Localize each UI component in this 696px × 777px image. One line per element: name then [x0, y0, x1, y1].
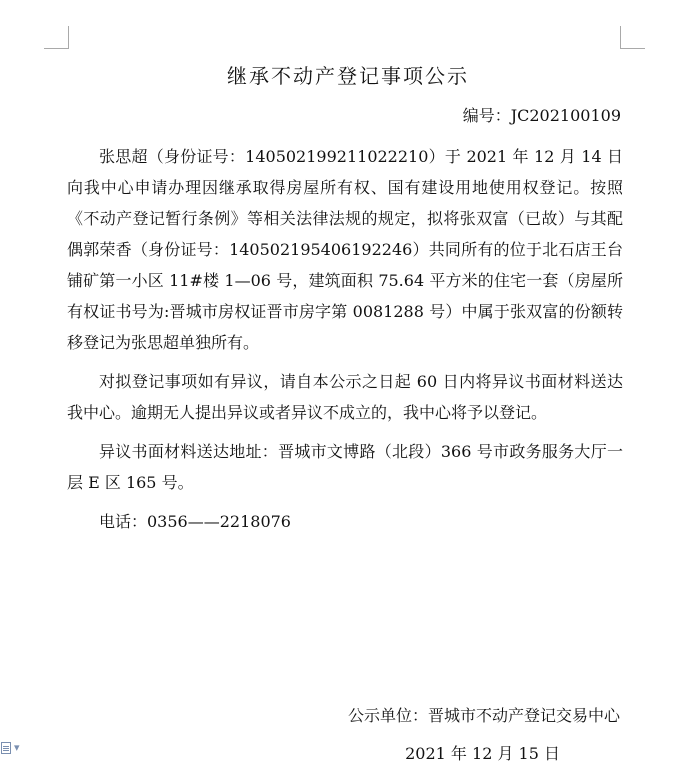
margin-corner-top-right: [620, 26, 645, 49]
paragraph-address: 异议书面材料送达地址：晋城市文博路（北段）366 号市政务服务大厅一层 E 区 165 号。: [67, 442, 623, 492]
issuing-unit: 公示单位：晋城市不动产登记交易中心: [347, 706, 620, 725]
document-body: [67, 141, 623, 545]
paragraph-objection: 对拟登记事项如有异议，请自本公示之日起 60 日内将异议书面材料送达我中心。逾期无人提出异议或者异议不成立的，我中心将予以登记。: [67, 372, 623, 422]
document-title: 继承不动产登记事项公示: [227, 64, 469, 88]
paragraph-phone: 电话：0356——2218076: [99, 512, 291, 531]
issue-date: 2021 年 12 月 15 日: [405, 744, 560, 763]
paragraph-application: 张思超（身份证号：140502199211022210）于 2021 年 12 月 14 日向我中心申请办理因继承取得房屋所有权、国有建设用地使用权登记。按照《不动产登记暂行条例》等相关法律法规的规定，拟将张双富（已故）与其配偶郭荣香（身份证号：140502195406192246）共同所有的位于北石店王台铺矿第一小区 11#楼 1—06 号，建筑面积 75.64 平方米的住宅一套（房屋所有权证书号为:晋城市房权证晋市房字第 0081288 号）中属于张双富的份额转移登记为张思超单独所有。: [67, 147, 623, 352]
document-icon[interactable]: [1, 741, 25, 755]
page-icon: [1, 742, 11, 754]
document-number: 编号：JC202100109: [462, 106, 621, 125]
margin-corner-top-left: [44, 26, 69, 49]
chevron-down-icon: ▾: [14, 741, 20, 754]
